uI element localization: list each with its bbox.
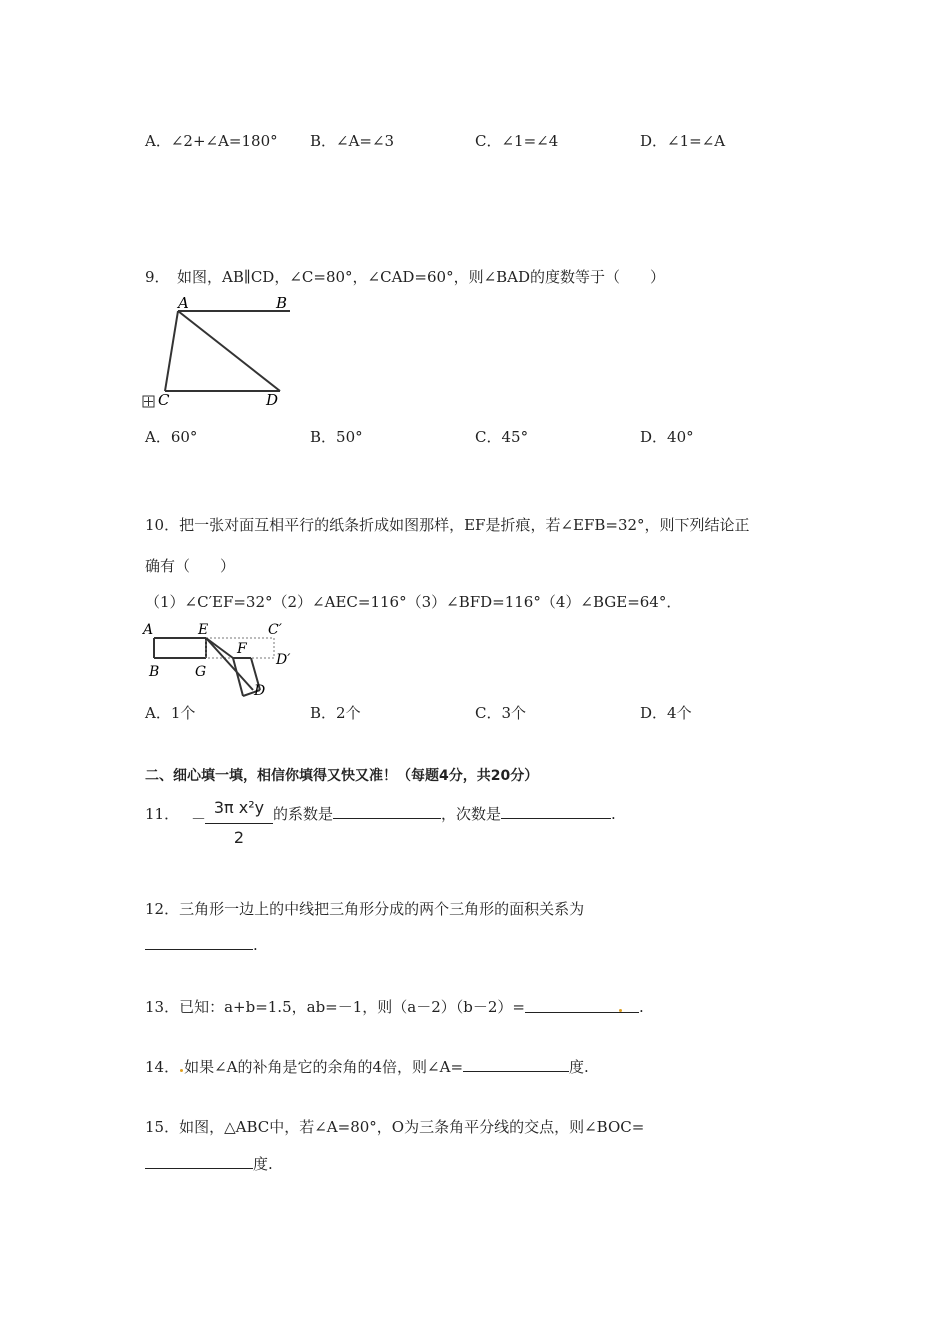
q9-option-b: B．50° (310, 428, 363, 446)
q10-conditions: （1）∠C′EF=32°（2）∠AEC=116°（3）∠BFD=116°（4）∠BGE=64°． (145, 593, 682, 611)
q8-option-b: B．∠A=∠3 (310, 132, 395, 150)
q15-end: 度. (253, 1155, 273, 1173)
q15-line1: 15．如图，△ABC中，若∠A=80°，O为三条角平分线的交点，则∠BOC= (145, 1118, 645, 1136)
q15-blank[interactable] (145, 1154, 253, 1169)
q11-end: . (611, 805, 616, 823)
q15-line2 (145, 1153, 273, 1174)
q10-label-b: B (149, 664, 160, 680)
q9-label-a: A (178, 294, 189, 312)
q8-option-c: C．∠1=∠4 (475, 132, 559, 150)
q10-option-b: B．2个 (310, 704, 361, 722)
q10-option-d: D．4个 (640, 704, 692, 722)
q12-line2 (145, 935, 258, 954)
q11-text-line (273, 803, 616, 824)
q8-option-d: D．∠1=∠A (640, 132, 726, 150)
q10-stem-line2: 确有（ ） (145, 557, 236, 575)
q11-text-b: ，次数是 (441, 805, 502, 823)
q11-number: 11． (145, 805, 180, 823)
q14-blank[interactable] (463, 1057, 569, 1072)
q9-label-c: C (158, 391, 170, 409)
q10-label-c-prime: C′ (268, 622, 282, 638)
q10-label-g: G (195, 664, 207, 680)
q10-label-d: D (254, 683, 266, 699)
q9-line-ac (165, 311, 178, 391)
q11-numerator: 3π x²y (213, 798, 265, 817)
q10-label-e: E (198, 622, 209, 638)
q13-blank[interactable] (525, 998, 639, 1013)
q9-figure (140, 292, 300, 417)
q9-option-c: C．45° (475, 428, 529, 446)
q13-end: . (638, 998, 644, 1016)
q13-text: 13．已知：a+b=1.5，ab=－1，则（a－2）（b－2）= (145, 998, 525, 1016)
q11-blank-degree[interactable] (501, 804, 611, 819)
q10-option-a: A．1个 (145, 704, 196, 722)
q11-fraction-bar (205, 823, 273, 824)
q9-label-b: B (276, 294, 288, 312)
q10-label-a: A (143, 622, 154, 638)
q8-option-a: A．∠2+∠A=180° (145, 132, 278, 150)
q10-option-c: C．3个 (475, 704, 527, 722)
section2-heading: 二、细心填一填，相信你填得又快又准！（每题4分，共20分） (145, 768, 539, 784)
q11-text-a: 的系数是 (273, 805, 334, 823)
q9-stem: 9． 如图，AB∥CD，∠C=80°，∠CAD=60°，则∠BAD的度数等于（ ） (145, 268, 666, 286)
q12-end: . (253, 936, 258, 954)
q11-blank-coefficient[interactable] (333, 804, 441, 819)
q12-line1: 12．三角形一边上的中线把三角形分成的两个三角形的面积关系为 (145, 900, 585, 918)
q11-denominator: 2 (233, 828, 245, 847)
q10-stem-line1: 10．把一张对面互相平行的纸条折成如图那样，EF是折痕，若∠EFB=32°，则下列结论正 (145, 516, 750, 534)
q10-figure (140, 618, 300, 700)
q14-number: 14． (145, 1058, 180, 1076)
q10-label-d-prime: D′ (276, 652, 291, 668)
q13-line (145, 996, 644, 1017)
q14-end: 度. (569, 1058, 589, 1076)
q14-line (145, 1056, 589, 1077)
q9-line-ad (178, 311, 280, 391)
q14-text: 如果∠A的补角是它的余角的4倍，则∠A= (184, 1058, 464, 1076)
q9-option-d: D．40° (640, 428, 694, 446)
move-handle-icon (143, 396, 154, 407)
q9-label-d: D (266, 391, 279, 409)
q9-option-a: A．60° (145, 428, 198, 446)
q11-minus: － (191, 810, 207, 828)
q10-label-f: F (237, 641, 247, 657)
q12-blank[interactable] (145, 935, 253, 950)
